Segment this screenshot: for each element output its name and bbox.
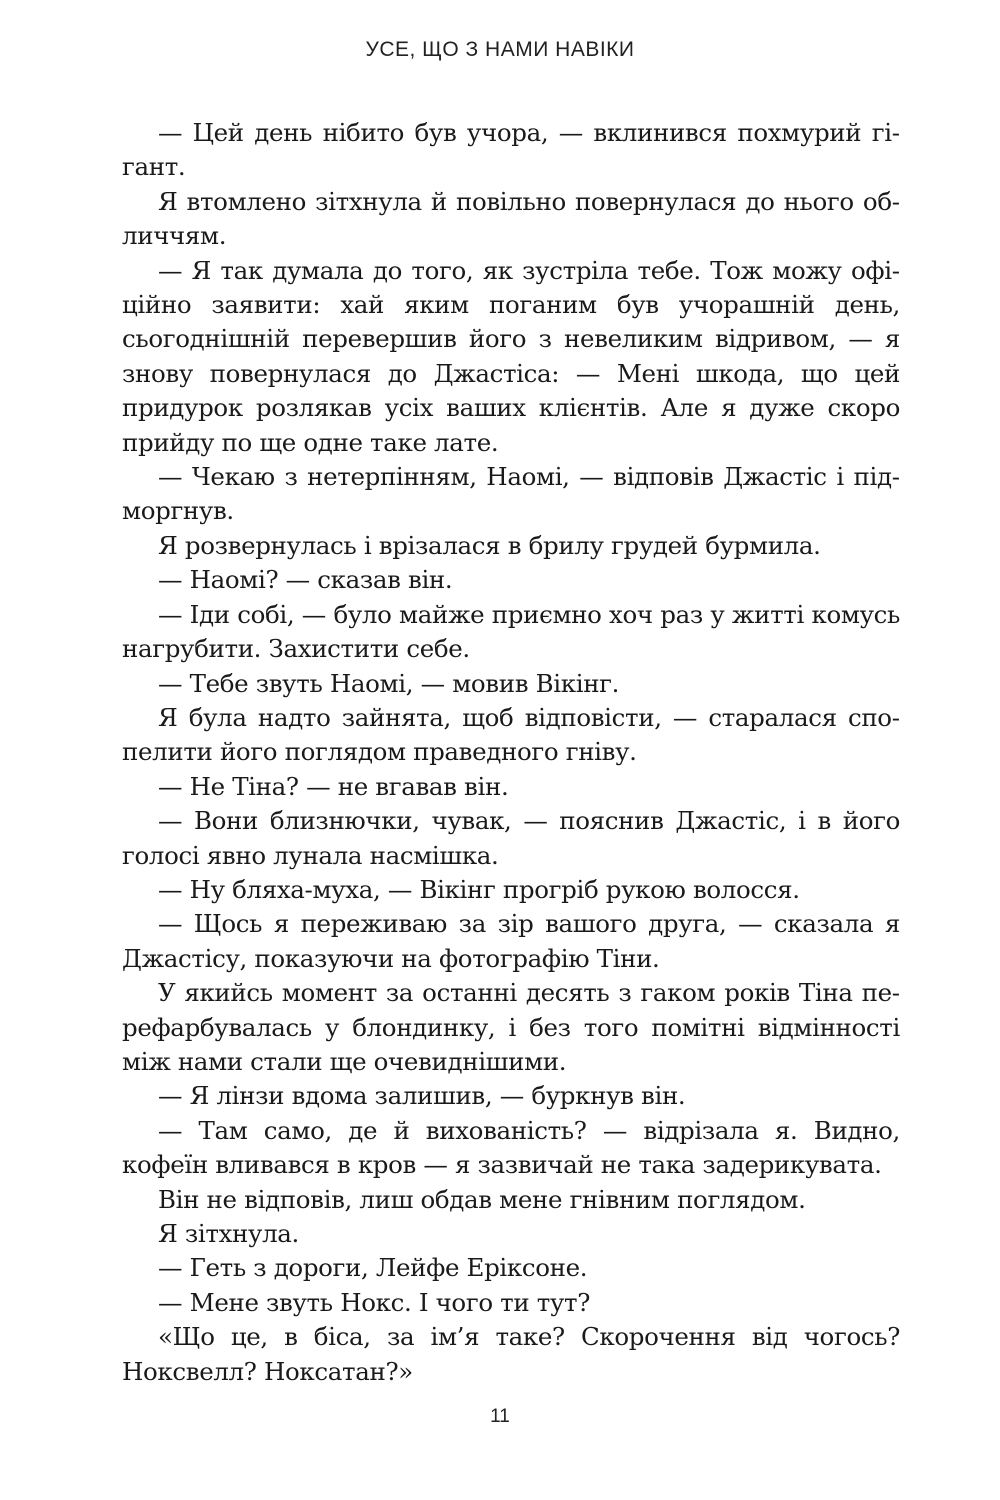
paragraph: — Вони близнючки, чувак, — пояснив Джастіс, і в його голосі явно лунала насмішка.: [122, 806, 900, 870]
paragraph: — Там само, де й вихованість? — відрізала я. Видно, кофеїн вливався в кров — я зазвичай не така задерикувата.: [122, 1115, 900, 1180]
paragraph: «Що це, в біса, за ім’я таке? Скорочення від чогось? Ноксвелл? Ноксатан?»: [122, 1322, 900, 1386]
paragraph: — Я лінзи вдома залишив, — буркнув він.: [158, 1081, 686, 1111]
paragraph: — Мене звуть Нокс. І чого ти тут?: [158, 1287, 591, 1317]
paragraph: — Я так думала до того, як зустріла тебе. Тож можу офіційно заявити: хай яким поганим був учорашній день, сьогоднішній перевершив його з невеликим відривом, — я знову повернулася до Джастіса: — Мені шкода, що цей придурок розлякав усіх ваших клієнтів. Але я дуже скоро прийду по ще одне таке лате.: [122, 255, 900, 457]
paragraph: — Чекаю з нетерпінням, Наомі, — відповів Джастіс і підморгнув.: [122, 462, 900, 526]
paragraph: Я втомлено зітхнула й повільно повернулася до нього обличчям.: [122, 186, 900, 251]
paragraph: — Щось я переживаю за зір вашого друга, — сказала я Джастісу, показуючи на фотографію Тіни.: [122, 909, 900, 973]
paragraph: — Наомі? — сказав він.: [158, 565, 453, 595]
paragraph: Він не відповів, лиш обдав мене гнівним поглядом.: [158, 1184, 806, 1214]
paragraph: Я була надто зайнята, щоб відповісти, — старалася спопелити його поглядом праведного гніву.: [122, 702, 900, 767]
paragraph: — Іди собі, — було майже приємно хоч раз у житті комусь нагрубити. Захистити себе.: [122, 599, 900, 664]
paragraph: — Цей день нібито був учора, — вклинився похмурий гігант.: [122, 118, 900, 182]
paragraph: — Тебе звуть Наомі, — мовив Вікінг.: [158, 668, 620, 698]
paragraph: Я розвернулась і врізалася в брилу грудей бурмила.: [158, 530, 821, 560]
paragraph: — Геть з дороги, Лейфе Еріксоне.: [158, 1253, 588, 1283]
paragraph: — Не Тіна? — не вгавав він.: [158, 771, 509, 801]
paragraph: Я зітхнула.: [158, 1219, 299, 1248]
page-body: [122, 116, 900, 1389]
paragraph: У якийсь момент за останні десять з гаком років Тіна перефарбувалась у блондинку, і без того помітні відмінності між нами стали ще очевиднішими.: [122, 978, 900, 1076]
page-number: 11: [490, 1406, 510, 1427]
running-title: УСЕ, ЩО З НАМИ НАВІКИ: [365, 38, 635, 61]
paragraph: — Ну бляха-муха, — Вікінг прогріб рукою волосся.: [158, 874, 800, 904]
